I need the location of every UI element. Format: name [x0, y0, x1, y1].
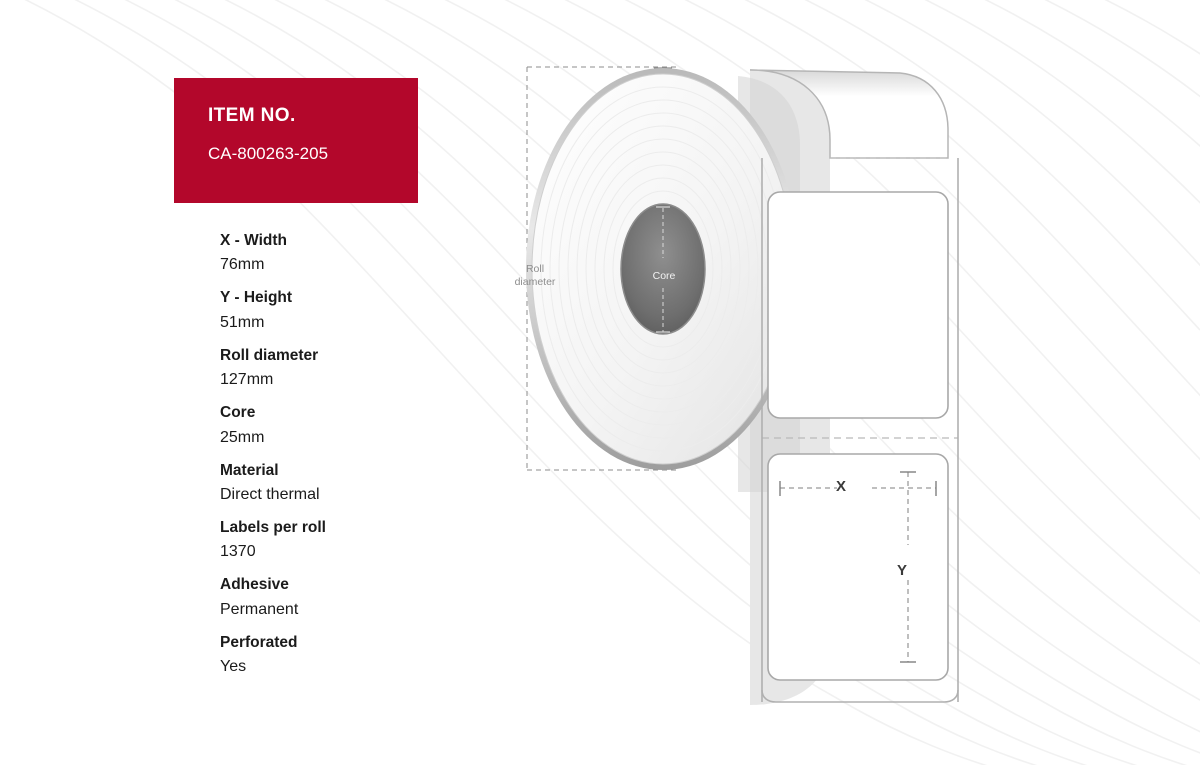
spec-row: [220, 518, 520, 562]
spec-row: [220, 346, 520, 390]
spec-value: 51mm: [220, 313, 265, 331]
spec-label: Perforated: [220, 633, 298, 651]
roll-diameter-annotation: [500, 263, 570, 289]
spec-row: [220, 288, 520, 332]
roll-diameter-annotation-line1: Roll: [525, 263, 545, 275]
label-roll-illustration: [500, 40, 1020, 730]
dimension-y-annotation: Y: [897, 562, 908, 579]
spec-value: Direct thermal: [220, 485, 320, 503]
spec-value: Permanent: [220, 600, 299, 618]
item-number-value: CA-800263-205: [208, 144, 329, 163]
spec-label: Labels per roll: [220, 518, 326, 536]
core-annotation: Core: [652, 270, 676, 282]
roll-diameter-annotation-line2: diameter: [514, 276, 556, 289]
spec-value: 1370: [220, 543, 256, 561]
specification-list: [220, 231, 520, 690]
dimension-x-annotation: X: [836, 478, 847, 495]
spec-row: [220, 633, 520, 677]
spec-row: [220, 575, 520, 619]
item-number-title: ITEM NO.: [208, 105, 296, 126]
spec-label: Material: [220, 461, 279, 479]
spec-value: Yes: [220, 658, 247, 675]
spec-value: 76mm: [220, 256, 265, 274]
spec-value: 127mm: [220, 371, 274, 389]
spec-label: X - Width: [220, 232, 288, 249]
spec-row: [220, 461, 520, 505]
spec-label: Adhesive: [220, 576, 289, 594]
spec-label: Roll diameter: [220, 346, 319, 364]
spec-label: Core: [220, 404, 256, 422]
spec-row: [220, 231, 520, 275]
spec-row: [220, 403, 520, 447]
spec-label: Y - Height: [220, 289, 293, 307]
item-number-badge: [174, 78, 418, 203]
spec-value: 25mm: [220, 428, 265, 446]
